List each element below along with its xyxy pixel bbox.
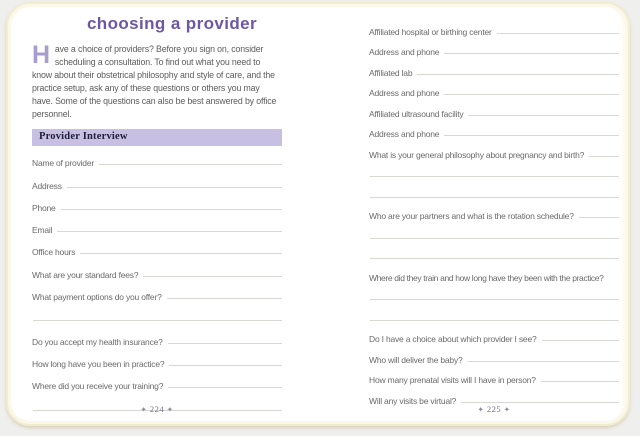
field-label: Affiliated lab — [369, 67, 413, 78]
form-row — [369, 57, 619, 78]
blank-write-in-row — [369, 160, 619, 181]
write-in-line — [542, 339, 619, 341]
field-label: What payment options do you offer? — [32, 292, 162, 303]
write-in-line — [541, 380, 619, 382]
write-in-line — [143, 275, 282, 277]
field-label: Office hours — [32, 247, 76, 258]
form-row — [32, 191, 282, 213]
form-row — [369, 16, 619, 37]
form-row — [369, 344, 619, 365]
ornament-icon: ✦ — [166, 405, 174, 414]
write-in-line — [61, 208, 282, 210]
page-number-value: 225 — [486, 404, 502, 414]
field-label: Will any visits be virtual? — [369, 395, 457, 406]
intro-text: ave a choice of providers? Before you sign on, consider scheduling a consultation. To find out what you need to know about their obstetrical philosophy and style of care, and the practice setup, ask any of these questions or others you may have. Some of the questions can also be best answered by office personnel. — [32, 44, 277, 119]
form-row — [32, 146, 282, 168]
write-in-line — [417, 73, 619, 75]
field-label: Address — [32, 180, 62, 191]
field-label: What are your standard fees? — [32, 269, 139, 280]
right-page-number — [369, 404, 619, 414]
right-page — [369, 16, 619, 406]
form-row — [32, 369, 282, 391]
field-label: Affiliated ultrasound facility — [369, 108, 464, 119]
field-label: Do I have a choice about which provider I see? — [369, 334, 537, 344]
ornament-icon: ✦ — [140, 405, 148, 414]
section-header-provider-interview: Provider Interview — [32, 129, 282, 146]
form-row — [369, 37, 619, 58]
write-in-line — [444, 134, 619, 136]
write-in-line — [168, 342, 282, 344]
write-in-line — [370, 319, 619, 321]
write-in-line — [57, 230, 282, 232]
field-label: Affiliated hospital or birthing center — [369, 26, 492, 37]
left-page-number — [32, 404, 282, 414]
blank-write-in-row — [369, 242, 619, 263]
field-label: Email — [32, 225, 53, 236]
write-in-line — [444, 93, 619, 95]
field-label: What is your general philosophy about pregnancy and birth? — [369, 149, 585, 160]
ornament-icon: ✦ — [503, 405, 511, 414]
write-in-line — [67, 186, 282, 188]
blank-write-in-row — [369, 303, 619, 324]
form-row — [32, 347, 282, 369]
form-row — [32, 280, 282, 302]
field-label: Name of provider — [32, 158, 94, 169]
write-in-line — [370, 257, 619, 259]
left-form-rows — [32, 146, 282, 414]
field-label: Do you accept my health insurance? — [32, 336, 163, 347]
write-in-line — [370, 298, 619, 300]
write-in-line — [370, 175, 619, 177]
write-in-line — [444, 52, 619, 54]
page-number-value: 224 — [149, 404, 165, 414]
form-row — [369, 262, 619, 283]
field-label: Who are your partners and what is the rotation schedule? — [369, 211, 574, 221]
field-label: Phone — [32, 202, 56, 213]
blank-write-in-row — [369, 283, 619, 304]
drop-cap: H — [32, 41, 50, 69]
field-label: Address and phone — [369, 47, 440, 57]
field-label: Where did you receive your training? — [32, 381, 164, 392]
right-form-rows — [369, 16, 619, 406]
write-in-line — [497, 32, 619, 34]
form-row — [32, 324, 282, 346]
write-in-line — [99, 163, 282, 165]
ornament-icon: ✦ — [477, 405, 485, 414]
write-in-line — [169, 364, 282, 366]
form-row — [369, 365, 619, 386]
write-in-line — [461, 401, 619, 403]
write-in-line — [468, 114, 619, 116]
form-row — [32, 168, 282, 190]
book-spread — [6, 2, 630, 426]
field-label: Address and phone — [369, 129, 440, 139]
form-row — [369, 98, 619, 119]
write-in-line — [370, 237, 619, 239]
field-label: Who will deliver the baby? — [369, 354, 463, 365]
write-in-line — [168, 386, 282, 388]
form-row — [369, 324, 619, 345]
field-label: Address and phone — [369, 88, 440, 98]
field-label: How many prenatal visits will I have in person? — [369, 375, 536, 385]
form-row — [32, 213, 282, 235]
page-title: choosing a provider — [86, 14, 258, 33]
write-in-line — [589, 155, 619, 157]
form-row — [369, 385, 619, 406]
form-row — [32, 235, 282, 257]
form-row — [369, 139, 619, 160]
form-row — [369, 78, 619, 99]
write-in-line — [468, 360, 619, 362]
field-label: How long have you been in practice? — [32, 358, 165, 369]
left-page — [32, 14, 282, 414]
write-in-line — [579, 216, 619, 218]
form-row — [369, 119, 619, 140]
write-in-line — [370, 196, 619, 198]
write-in-line — [167, 297, 282, 299]
form-row — [32, 257, 282, 279]
write-in-line — [80, 252, 282, 254]
blank-write-in-row — [32, 302, 282, 324]
write-in-line — [33, 319, 282, 321]
blank-write-in-row — [369, 221, 619, 242]
field-label: Where did they train and how long have they been with the practice? — [369, 272, 604, 283]
form-row — [369, 201, 619, 222]
intro-paragraph — [32, 43, 282, 121]
blank-write-in-row — [369, 180, 619, 201]
